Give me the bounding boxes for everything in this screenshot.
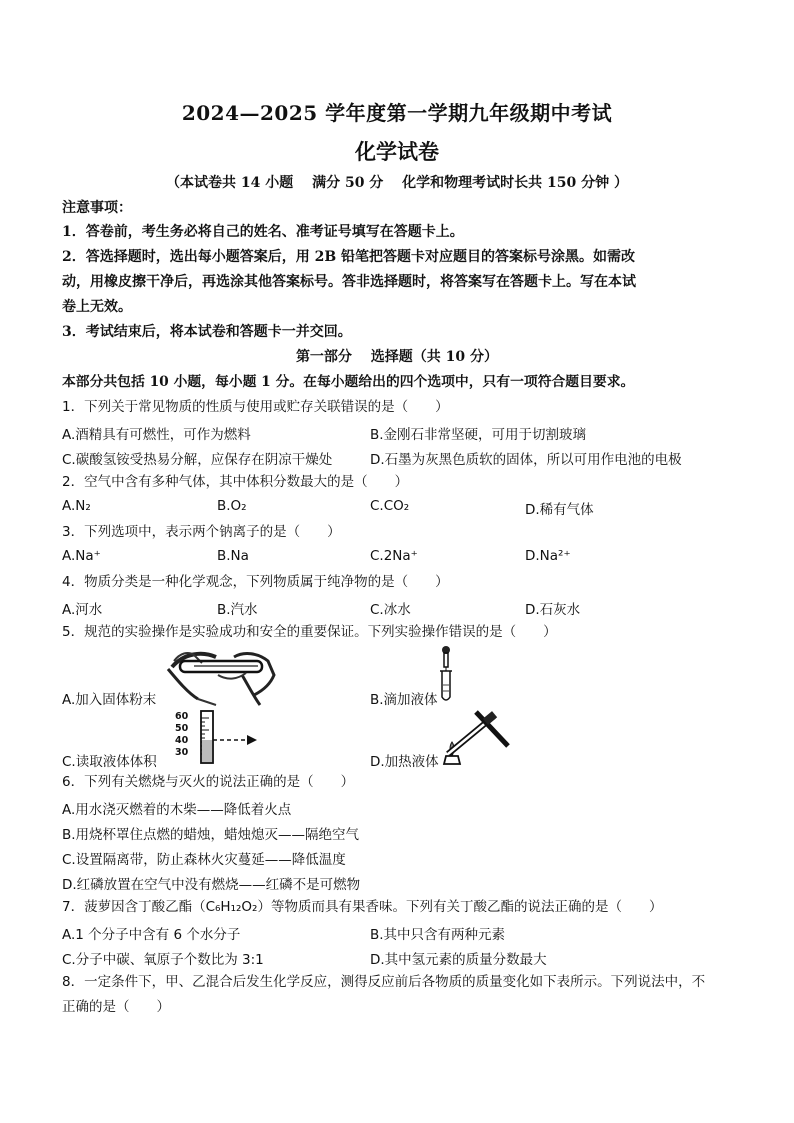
figure-add-solid-powder [158,645,280,707]
q6-stem: 6．下列有关燃烧与灭火的说法正确的是（ ） [62,774,355,790]
q7-option-c: C.分子中碳、氧原子个数比为 3:1 [62,952,264,968]
q3-option-d: D.Na²⁺ [525,548,571,564]
q1-option-b: B.金刚石非常坚硬，可用于切割玻璃 [370,427,587,443]
q3-stem: 3．下列选项中，表示两个钠离子的是（ ） [62,524,341,540]
q4-option-a: A.河水 [62,602,103,618]
q1-option-c: C.碳酸氢铵受热易分解，应保存在阴凉干燥处 [62,452,333,468]
notes-heading: 注意事项： [62,200,132,216]
q3-option-b: B.Na [217,548,249,564]
q6-option-b: B.用烧杯罩住点燃的蜡烛，蜡烛熄灭——隔绝空气 [62,827,360,843]
figure-drop-liquid [436,645,464,703]
q3-option-a: A.Na⁺ [62,548,101,564]
part1-heading: 第一部分 选择题（共 10 分） [295,349,499,365]
q5-option-c: C.读取液体体积 [62,754,157,770]
scale-mark-50: 50 [175,723,189,734]
exam-title: 2024—2025 学年度第一学期九年级期中考试 [181,101,613,125]
q4-option-b: B.汽水 [217,602,258,618]
scale-mark-30: 30 [175,747,189,758]
q2-stem: 2．空气中含有多种气体，其中体积分数最大的是（ ） [62,474,409,490]
q7-option-b: B.其中只含有两种元素 [370,927,506,943]
q4-option-c: C.冰水 [370,602,411,618]
exam-info: （本试卷共 14 小题 满分 50 分 化学和物理考试时长共 150 分钟 ） [165,175,629,191]
scale-mark-60: 60 [175,711,189,722]
q2-option-d: D.稀有气体 [525,502,594,518]
q5-stem: 5．规范的实验操作是实验成功和安全的重要保证。下列实验操作错误的是（ ） [62,624,557,640]
note-3: 3．考试结束后，将本试卷和答题卡一并交回。 [62,324,352,340]
note-1: 1．答卷前，考生务必将自己的姓名、准考证号填写在答题卡上。 [62,224,464,240]
q1-option-a: A.酒精具有可燃性，可作为燃料 [62,427,251,443]
note-2-line-1: 2．答选择题时，选出每小题答案后，用 2B 铅笔把答题卡对应题目的答案标号涂黑。如需改 [62,249,636,265]
q8-stem-line-1: 8．一定条件下，甲、乙混合后发生化学反应，测得反应前后各物质的质量变化如下表所示。下列说法中，不 [62,974,706,990]
q2-option-a: A.N₂ [62,498,91,514]
q6-option-d: D.红磷放置在空气中没有燃烧——红磷不是可燃物 [62,877,361,893]
q2-option-c: C.CO₂ [370,498,410,514]
q1-stem: 1．下列关于常见物质的性质与使用或贮存关联错误的是（ ） [62,399,449,415]
q8-stem-line-2: 正确的是（ ） [62,999,170,1015]
q5-option-a: A.加入固体粉末 [62,692,157,708]
q2-option-b: B.O₂ [217,498,247,514]
q5-option-d: D.加热液体 [370,754,439,770]
q7-option-d: D.其中氢元素的质量分数最大 [370,952,547,968]
q1-option-d: D.石墨为灰黑色质软的固体，所以可用作电池的电极 [370,452,682,468]
part1-intro: 本部分共包括 10 小题，每小题 1 分。在每小题给出的四个选项中，只有一项符合题目要求。 [62,374,635,390]
note-2-line-2: 动，用橡皮擦干净后，再选涂其他答案标号。答非选择题时，将答案写在答题卡上。写在本试 [62,274,636,290]
note-2-line-3: 卷上无效。 [62,299,132,315]
q6-option-c: C.设置隔离带，防止森林火灾蔓延——降低温度 [62,852,346,868]
figure-heat-liquid [436,708,512,768]
q4-stem: 4．物质分类是一种化学观念，下列物质属于纯净物的是（ ） [62,574,449,590]
subject-title: 化学试卷 [355,139,439,164]
q3-option-c: C.2Na⁺ [370,548,418,564]
q7-stem: 7．菠萝因含丁酸乙酯（C₆H₁₂O₂）等物质而具有果香味。下列有关丁酸乙酯的说法正确的是（ ） [62,899,663,915]
q7-option-a: A.1 个分子中含有 6 个水分子 [62,927,241,943]
q4-option-d: D.石灰水 [525,602,581,618]
scale-mark-40: 40 [175,735,189,746]
q5-option-b: B.滴加液体 [370,692,438,708]
q6-option-a: A.用水浇灭燃着的木柴——降低着火点 [62,802,292,818]
